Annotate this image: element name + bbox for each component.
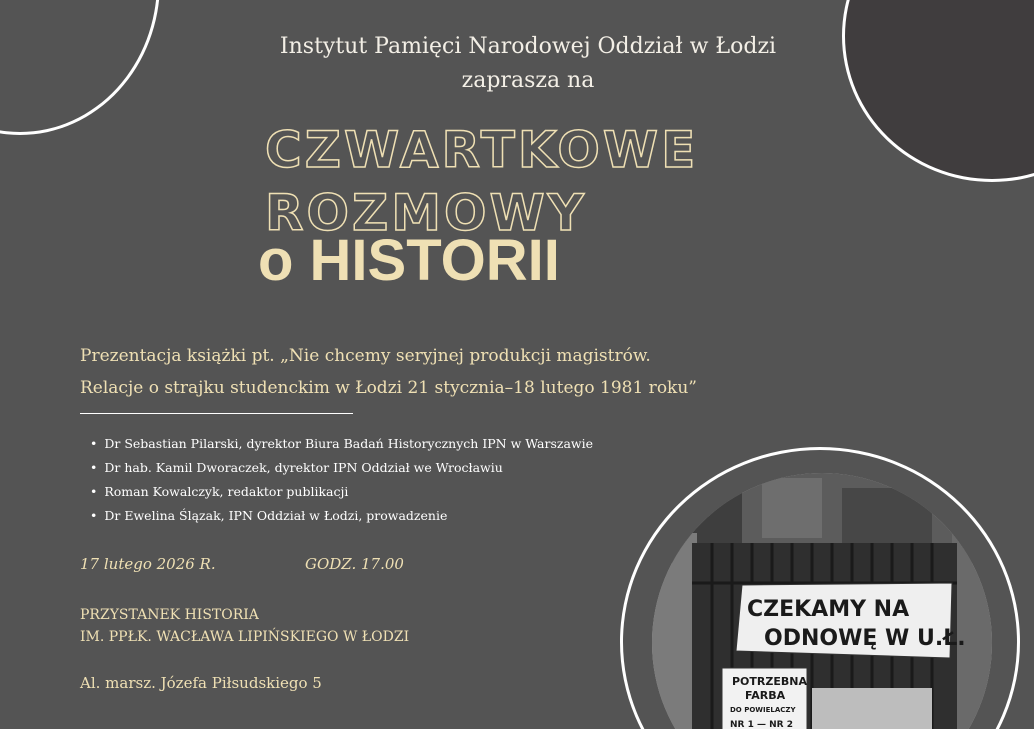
speaker-item: • Dr hab. Kamil Dworaczek, dyrektor IPN Oddział we Wrocławiu <box>90 456 593 480</box>
sign-text-line-3: DO POWIELACZY <box>730 706 796 714</box>
banner-text-line-2: ODNOWĘ W U.Ł. <box>764 626 966 651</box>
sign-text-line-2: FARBA <box>745 689 786 702</box>
book-presentation <box>80 340 800 404</box>
invitation-text: zaprasza na <box>461 68 595 93</box>
event-time: GODZ. 17.00 <box>305 555 404 573</box>
sign-text-line-4: NR 1 — NR 2 <box>730 720 793 729</box>
title-line-2: ROZMOWY <box>265 184 587 242</box>
venue-line-2: IM. PPŁK. WACŁAWA LIPIŃSKIEGO W ŁODZI <box>80 629 410 645</box>
event-date: 17 lutego 2026 R. <box>80 555 216 573</box>
subtitle-line-2: Relacje o strajku studenckim w Łodzi 21 stycznia–18 lutego 1981 roku” <box>80 378 697 398</box>
venue-line-1: PRZYSTANEK HISTORIA <box>80 607 259 623</box>
speaker-item: • Dr Ewelina Ślązak, IPN Oddział w Łodzi, prowadzenie <box>90 504 593 528</box>
decorative-circle-top-left <box>0 0 160 135</box>
speakers-list <box>90 432 593 528</box>
organizer-name: Instytut Pamięci Narodowej Oddział w Łodzi <box>279 34 777 59</box>
sign-text-line-1: POTRZEBNA <box>732 675 807 688</box>
divider <box>80 413 353 414</box>
speaker-item: • Roman Kowalczyk, redaktor publikacji <box>90 480 593 504</box>
speaker-item: • Dr Sebastian Pilarski, dyrektor Biura Badań Historycznych IPN w Warszawie <box>90 432 593 456</box>
venue-address: Al. marsz. Józefa Piłsudskiego 5 <box>80 674 322 692</box>
decorative-circle-top-right <box>842 0 1034 182</box>
title-line-1: CZWARTKOWE <box>265 121 699 179</box>
banner-text-line-1: CZEKAMY NA <box>747 597 910 622</box>
header <box>200 30 856 98</box>
title-line-3: o HISTORII <box>258 228 560 293</box>
venue-name <box>80 604 409 648</box>
photo-frame-ring <box>620 447 1020 729</box>
subtitle-line-1: Prezentacja książki pt. „Nie chcemy seryjnej produkcji magistrów. <box>80 346 651 366</box>
